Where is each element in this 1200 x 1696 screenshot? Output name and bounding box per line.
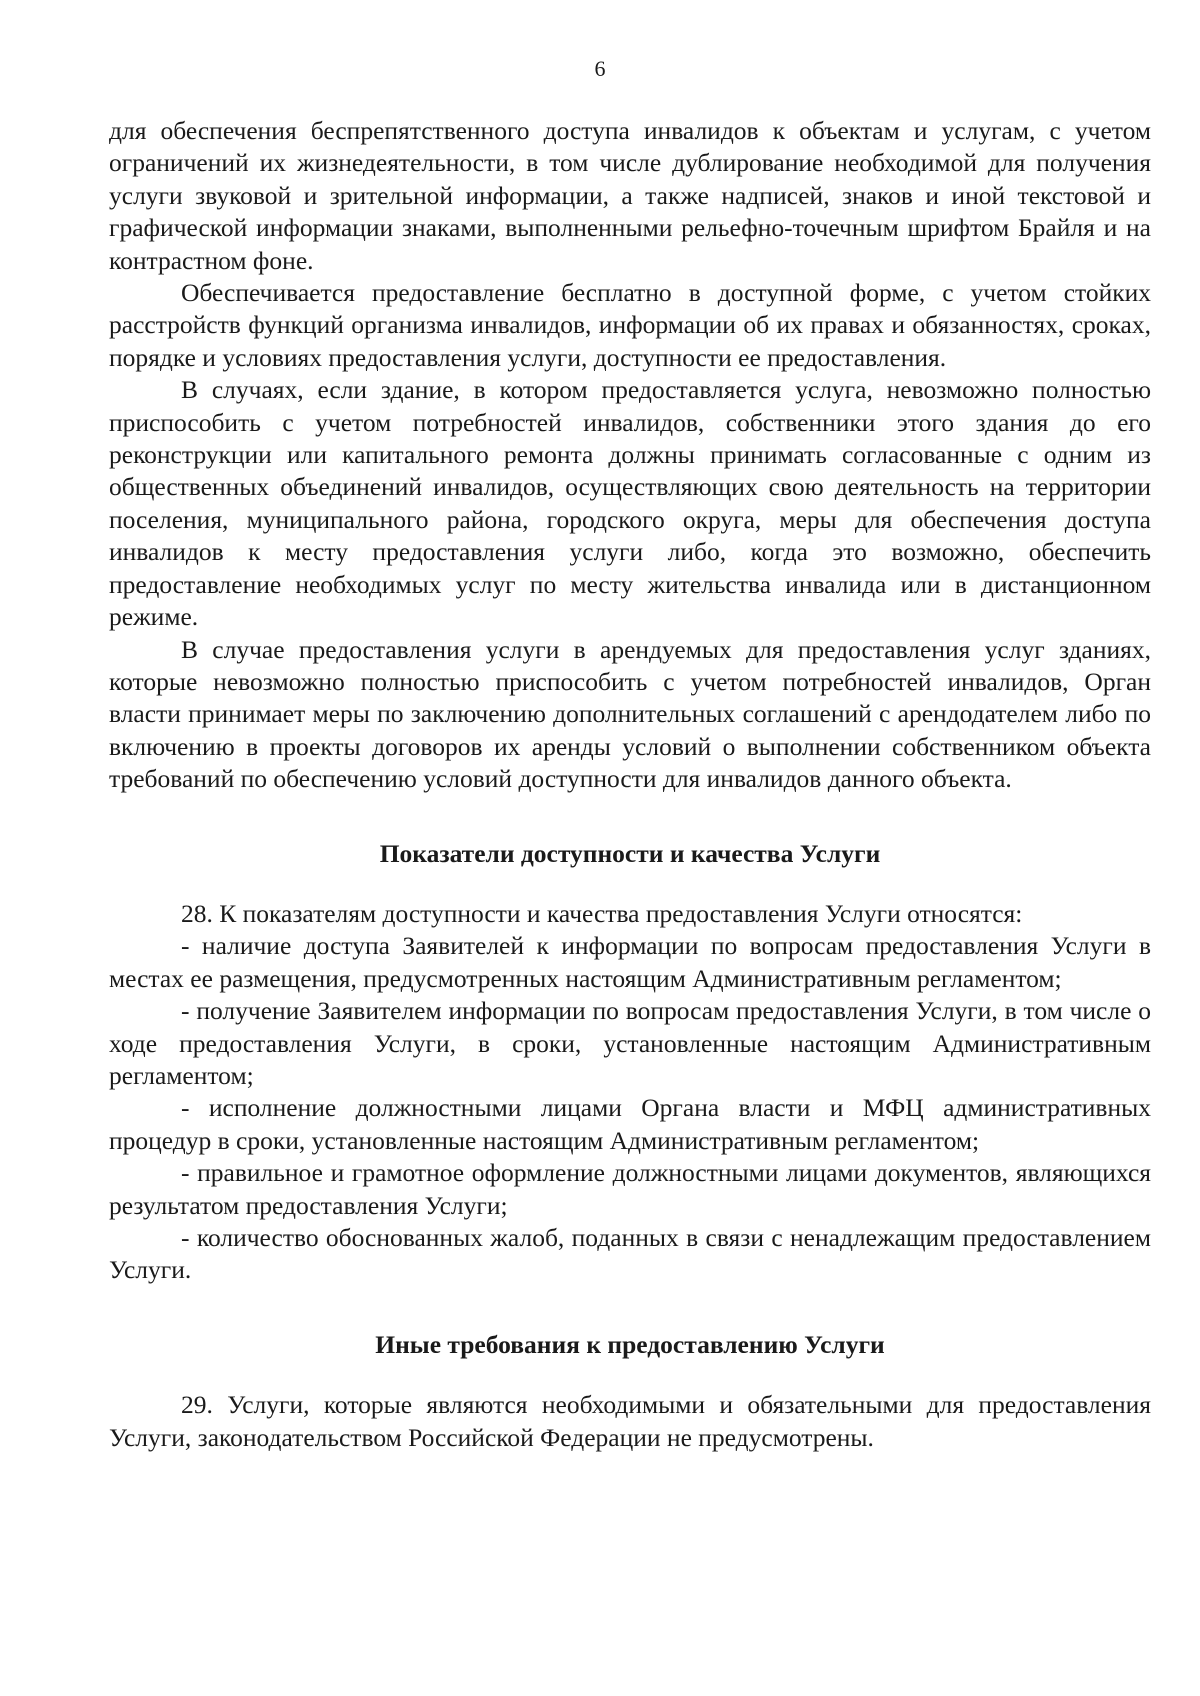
paragraph-rented-buildings: В случае предоставления услуги в арендуемых для предоставления услуг зданиях, которые невозможно полностью приспособить с учетом потребностей инвалидов, Орган власти принимает меры по заключению дополнительных соглашений с арендодателем либо по включению в проекты договоров их аренды условий о выполнении собственником объекта требований по обеспечению условий доступности для инвалидов данного объекта. — [109, 634, 1151, 794]
list-item: - правильное и грамотное оформление должностными лицами документов, являющихся результатом предоставления Услуги; — [109, 1158, 1151, 1220]
paragraph-free-information: Обеспечивается предоставление бесплатно в доступной форме, с учетом стойких расстройств функций организма инвалидов, информации об их правах и обязанностях, сроках, порядке и условиях предоставления услуги, доступности ее предоставления. — [109, 278, 1151, 372]
paragraph-building-adaptation: В случаях, если здание, в котором предоставляется услуга, невозможно полностью приспособить с учетом потребностей инвалидов, собственники этого здания до его реконструкции или капитального ремонта должны принимать согласованные с одним из общественных объединений инвалидов, осуществляющих свою деятельность на территории поселения, муниципального района, городского округа, меры для обеспечения доступа инвалидов к месту предоставления услуги либо, когда это возможно, обеспечить предоставление необходимых услуг по месту жительства инвалида или в дистанционном режиме. — [109, 375, 1151, 632]
section-heading-other-requirements: Иные требования к предоставлению Услуги — [375, 1329, 885, 1359]
paragraph-29: 29. Услуги, которые являются необходимыми и обязательными для предоставления Услуги, законодательством Российской Федерации не предусмотрены. — [109, 1390, 1151, 1452]
section-heading-wrap — [109, 1329, 1151, 1361]
document-body — [109, 115, 1151, 1454]
page-number: 6 — [594, 56, 606, 81]
paragraph-accessibility-continuation: для обеспечения беспрепятственного доступа инвалидов к объектам и услугам, с учетом ограничений их жизнедеятельности, в том числе дублирование необходимой для получения услуги звуковой и зрительной информации, а также надписей, знаков и иной текстовой и графической информации знаками, выполненными рельефно-точечным шрифтом Брайля и на контрастном фоне. — [109, 116, 1151, 275]
section-heading-wrap — [109, 838, 1151, 870]
list-item: - исполнение должностными лицами Органа власти и МФЦ административных процедур в сроки, установленные настоящим Административным регламентом; — [109, 1093, 1151, 1155]
list-item: - получение Заявителем информации по вопросам предоставления Услуги, в том числе о ходе предоставления Услуги, в сроки, установленные настоящим Административным регламентом; — [109, 996, 1151, 1090]
list-item: - количество обоснованных жалоб, поданных в связи с ненадлежащим предоставлением Услуги. — [109, 1223, 1151, 1285]
section-heading-quality-indicators: Показатели доступности и качества Услуги — [379, 838, 881, 868]
list-item: - наличие доступа Заявителей к информации по вопросам предоставления Услуги в местах ее размещения, предусмотренных настоящим Административным регламентом; — [109, 931, 1151, 993]
paragraph-28-intro: 28. К показателям доступности и качества предоставления Услуги относятся: — [181, 898, 1023, 928]
